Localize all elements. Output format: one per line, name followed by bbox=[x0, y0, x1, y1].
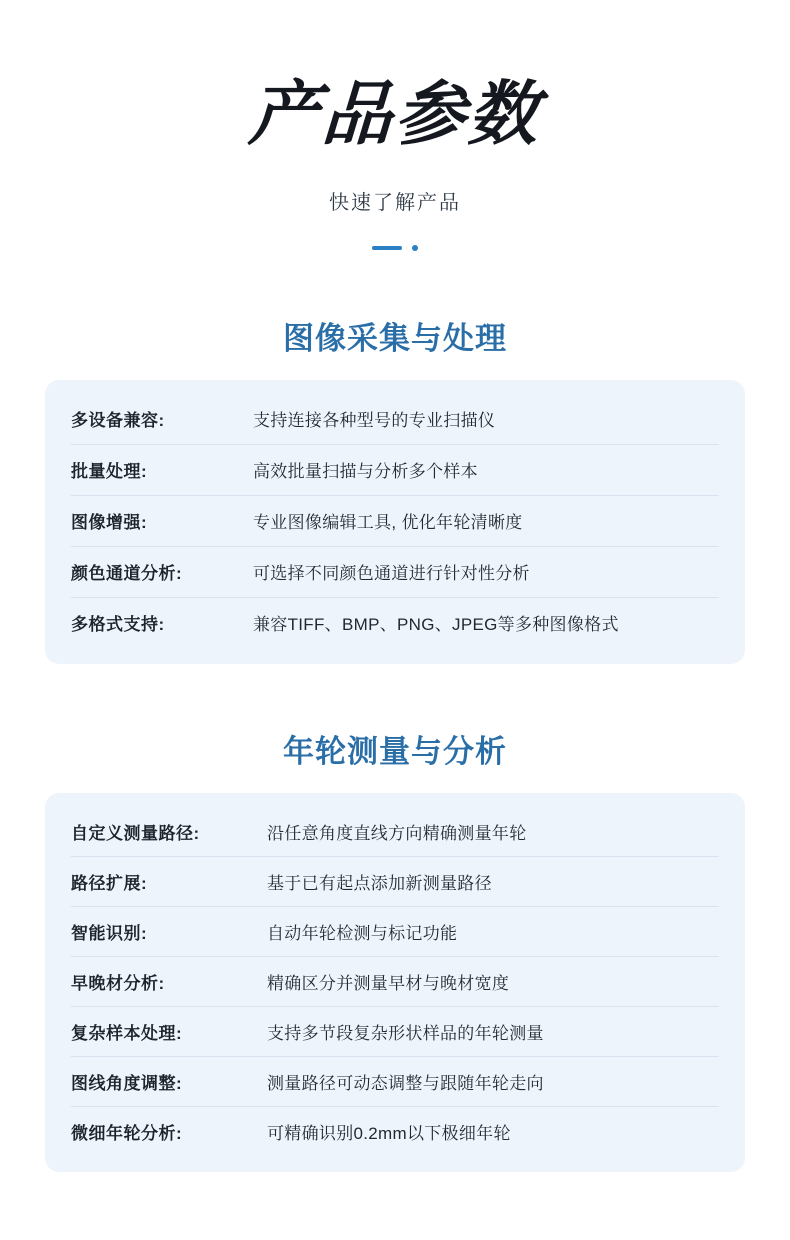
table-row bbox=[71, 957, 719, 1007]
divider-bar-icon bbox=[372, 246, 402, 250]
table-row bbox=[71, 394, 719, 445]
spec-label: 智能识别: bbox=[71, 923, 148, 943]
spec-value: 高效批量扫描与分析多个样本 bbox=[253, 462, 478, 481]
spec-table bbox=[45, 793, 745, 1172]
spec-label: 多设备兼容: bbox=[71, 411, 165, 430]
section-ring-measurement bbox=[45, 726, 745, 1172]
table-row bbox=[71, 1107, 719, 1156]
spec-label: 批量处理: bbox=[71, 462, 148, 481]
page-bottom-edge bbox=[0, 1224, 790, 1240]
spec-value: 自动年轮检测与标记功能 bbox=[267, 923, 458, 943]
spec-value: 基于已有起点添加新测量路径 bbox=[267, 873, 492, 893]
section-image-acquisition bbox=[45, 313, 745, 664]
spec-value: 兼容TIFF、BMP、PNG、JPEG等多种图像格式 bbox=[253, 615, 619, 634]
spec-label: 颜色通道分析: bbox=[71, 564, 183, 583]
spec-value: 测量路径可动态调整与跟随年轮走向 bbox=[267, 1073, 544, 1093]
table-row bbox=[71, 496, 719, 547]
spec-label: 微细年轮分析: bbox=[71, 1123, 183, 1143]
spec-label: 图线角度调整: bbox=[71, 1073, 183, 1093]
page-subtitle: 快速了解产品 bbox=[329, 191, 461, 214]
spec-value: 可精确识别0.2mm以下极细年轮 bbox=[267, 1123, 511, 1143]
table-row bbox=[71, 1057, 719, 1107]
table-row bbox=[71, 807, 719, 857]
spec-label: 早晚材分析: bbox=[71, 973, 165, 993]
spec-value: 精确区分并测量早材与晚材宽度 bbox=[267, 973, 510, 993]
section-title: 图像采集与处理 bbox=[283, 320, 507, 357]
spec-value: 支持连接各种型号的专业扫描仪 bbox=[253, 411, 496, 430]
spec-value: 支持多节段复杂形状样品的年轮测量 bbox=[267, 1023, 544, 1043]
table-row bbox=[71, 445, 719, 496]
spec-label: 路径扩展: bbox=[71, 873, 148, 893]
spec-value: 专业图像编辑工具, 优化年轮清晰度 bbox=[253, 513, 523, 532]
table-row bbox=[71, 857, 719, 907]
section-title: 年轮测量与分析 bbox=[283, 733, 507, 770]
spec-table bbox=[45, 380, 745, 664]
table-row bbox=[71, 1007, 719, 1057]
spec-value: 可选择不同颜色通道进行针对性分析 bbox=[253, 564, 530, 583]
spec-label: 自定义测量路径: bbox=[71, 823, 200, 843]
table-row bbox=[71, 547, 719, 598]
page-header bbox=[45, 0, 745, 253]
page-title: 产品参数 bbox=[246, 73, 544, 155]
table-row bbox=[71, 598, 719, 648]
spec-value: 沿任意角度直线方向精确测量年轮 bbox=[267, 823, 527, 843]
divider-ornament bbox=[372, 243, 418, 253]
divider-dot-icon bbox=[412, 245, 418, 251]
spec-label: 多格式支持: bbox=[71, 615, 165, 634]
spec-label: 复杂样本处理: bbox=[71, 1023, 183, 1043]
spec-label: 图像增强: bbox=[71, 513, 148, 532]
table-row bbox=[71, 907, 719, 957]
